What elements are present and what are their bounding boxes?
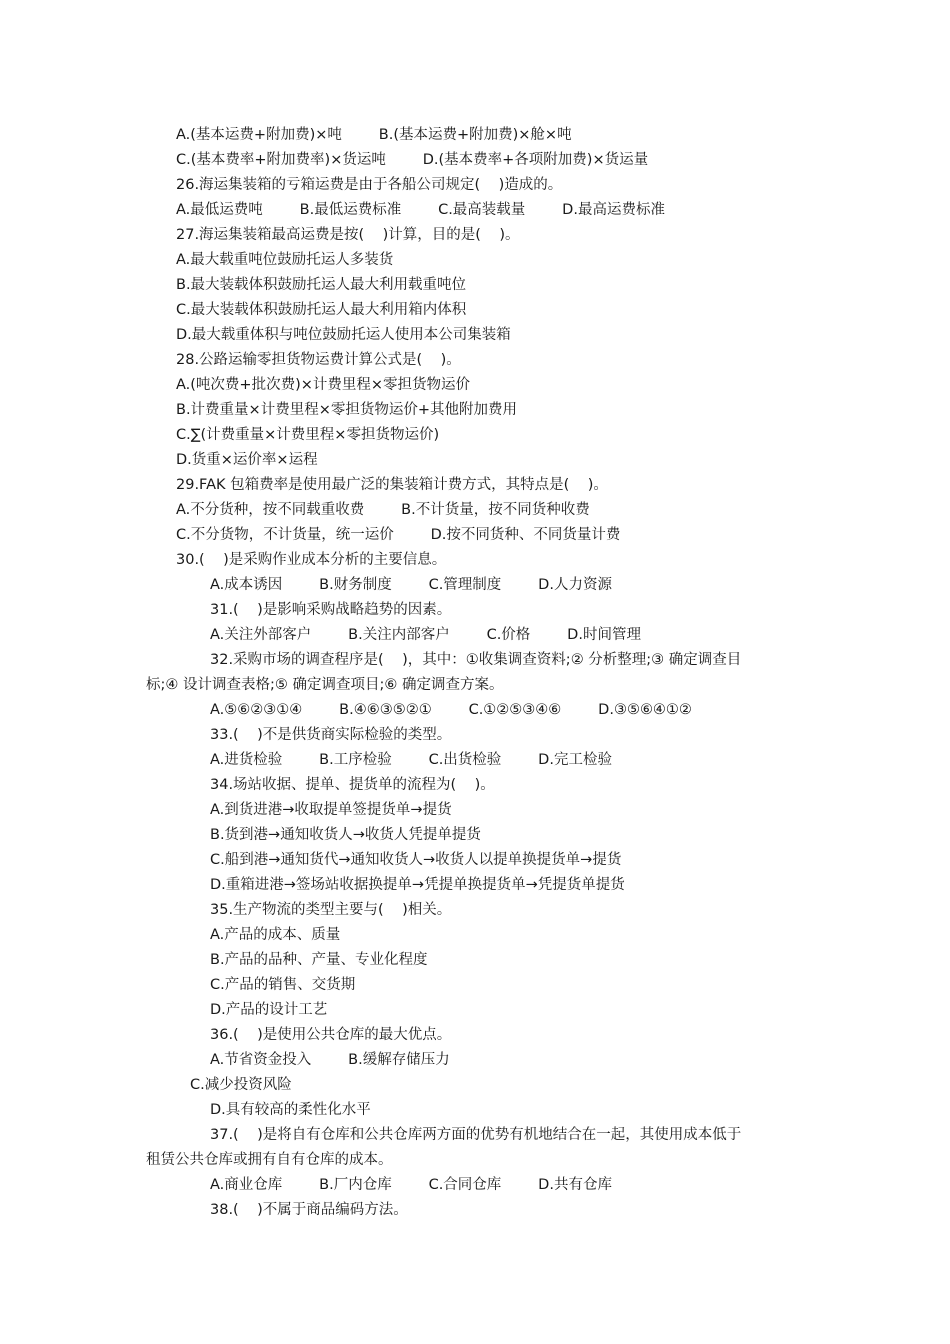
q35-option-c: C.产品的销售、交货期 <box>210 977 356 993</box>
q34-option-a: A.到货进港→收取提单签提货单→提货 <box>210 802 452 818</box>
q28-option-c: C.∑(计费重量×计费里程×零担货物运价) <box>176 427 440 443</box>
q36-options-ab: A.节省资金投入 B.缓解存储压力 <box>210 1052 450 1068</box>
q25-options-line-1: A.(基本运费+附加费)×吨 B.(基本运费+附加费)×舱×吨 <box>176 127 572 143</box>
q37-options: A.商业仓库 B.厂内仓库 C.合同仓库 D.共有仓库 <box>210 1177 612 1193</box>
question-30: 30.( )是采购作业成本分析的主要信息。 <box>176 552 447 568</box>
q34-option-b: B.货到港→通知收货人→收货人凭提单提货 <box>210 827 481 843</box>
question-32-continued: 标;④ 设计调查表格;⑤ 确定调查项目;⑥ 确定调查方案。 <box>146 677 504 693</box>
q28-option-a: A.(吨次费+批次费)×计费里程×零担货物运价 <box>176 377 471 393</box>
question-37-continued: 租赁公共仓库或拥有自有仓库的成本。 <box>146 1152 393 1168</box>
q27-option-b: B.最大装载体积鼓励托运人最大利用载重吨位 <box>176 277 467 293</box>
q28-option-d: D.货重×运价率×运程 <box>176 452 318 468</box>
question-27: 27.海运集装箱最高运费是按( )计算，目的是( )。 <box>176 227 520 243</box>
q34-option-d: D.重箱进港→签场站收据换提单→凭提单换提货单→凭提货单提货 <box>210 877 625 893</box>
question-35: 35.生产物流的类型主要与( )相关。 <box>210 902 452 918</box>
q36-option-d: D.具有较高的柔性化水平 <box>210 1102 371 1118</box>
question-34: 34.场站收据、提单、提货单的流程为( )。 <box>210 777 495 793</box>
question-36: 36.( )是使用公共仓库的最大优点。 <box>210 1027 452 1043</box>
question-29: 29.FAK 包箱费率是使用最广泛的集装箱计费方式，其特点是( )。 <box>176 477 608 493</box>
q27-option-a: A.最大载重吨位鼓励托运人多装货 <box>176 252 394 268</box>
q31-options: A.关注外部客户 B.关注内部客户 C.价格 D.时间管理 <box>210 627 641 643</box>
q35-option-b: B.产品的品种、产量、专业化程度 <box>210 952 428 968</box>
q28-option-b: B.计费重量×计费里程×零担货物运价+其他附加费用 <box>176 402 518 418</box>
question-38: 38.( )不属于商品编码方法。 <box>210 1202 408 1218</box>
q27-option-c: C.最大装载体积鼓励托运人最大利用箱内体积 <box>176 302 467 318</box>
question-28: 28.公路运输零担货物运费计算公式是( )。 <box>176 352 461 368</box>
q29-options-line-2: C.不分货物，不计货量，统一运价 D.按不同货种、不同货量计费 <box>176 527 621 543</box>
q36-option-c: C.减少投资风险 <box>190 1077 292 1093</box>
q25-options-line-2: C.(基本费率+附加费率)×货运吨 D.(基本费率+各项附加费)×货运量 <box>176 152 649 168</box>
q26-options: A.最低运费吨 B.最低运费标准 C.最高装载量 D.最高运费标准 <box>176 202 665 218</box>
q27-option-d: D.最大载重体积与吨位鼓励托运人使用本公司集装箱 <box>176 327 511 343</box>
q29-options-line-1: A.不分货种，按不同载重收费 B.不计货量，按不同货种收费 <box>176 502 590 518</box>
question-31: 31.( )是影响采购战略趋势的因素。 <box>210 602 452 618</box>
question-33: 33.( )不是供货商实际检验的类型。 <box>210 727 452 743</box>
q34-option-c: C.船到港→通知货代→通知收货人→收货人以提单换提货单→提货 <box>210 852 622 868</box>
q35-option-a: A.产品的成本、质量 <box>210 927 341 943</box>
question-37: 37.( )是将自有仓库和公共仓库两方面的优势有机地结合在一起，其使用成本低于 <box>210 1127 742 1143</box>
question-26: 26.海运集装箱的亏箱运费是由于各船公司规定( )造成的。 <box>176 177 563 193</box>
question-32: 32.采购市场的调查程序是( )，其中：①收集调查资料;② 分析整理;③ 确定调查目 <box>210 652 742 668</box>
q30-options: A.成本诱因 B.财务制度 C.管理制度 D.人力资源 <box>210 577 612 593</box>
q33-options: A.进货检验 B.工序检验 C.出货检验 D.完工检验 <box>210 752 612 768</box>
q35-option-d: D.产品的设计工艺 <box>210 1002 328 1018</box>
q32-options: A.⑤⑥②③①④ B.④⑥③⑤②① C.①②⑤③④⑥ D.③⑤⑥④①② <box>210 702 692 718</box>
